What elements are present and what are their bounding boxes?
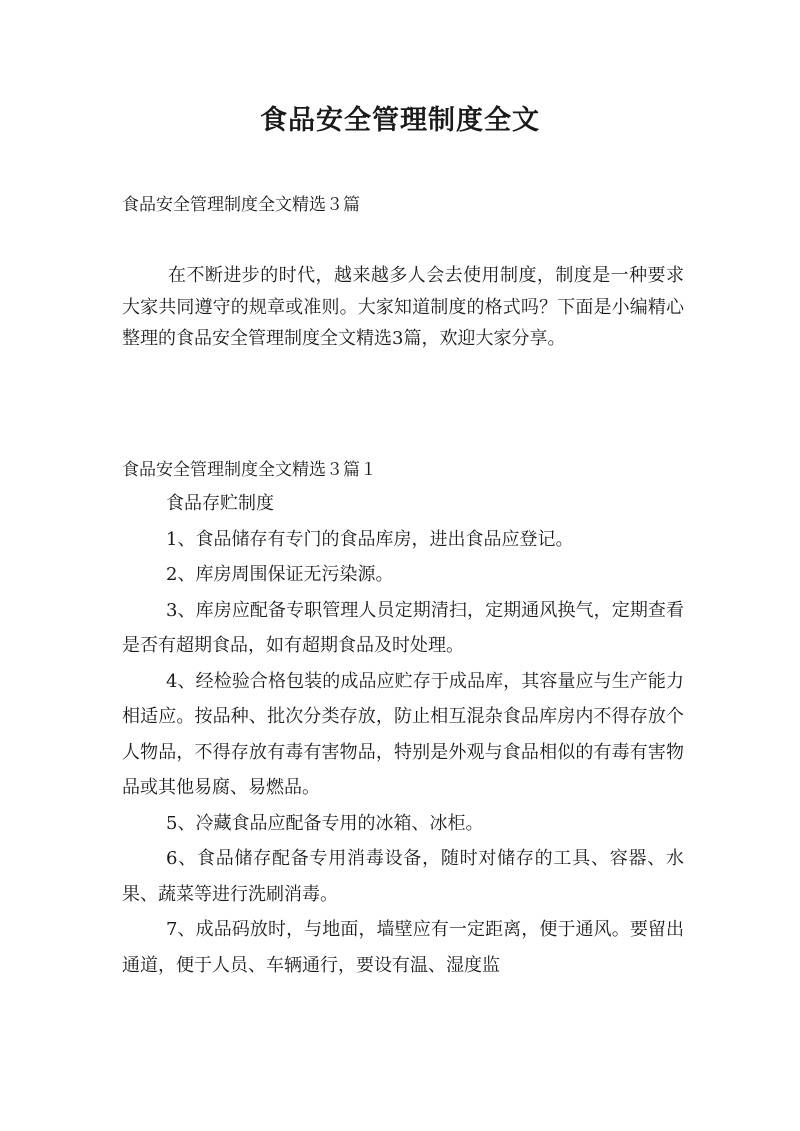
rule-item-4: 4、经检验合格包装的成品应贮存于成品库，其容量应与生产能力相适应。按品种、批次分类存放，防止相互混杂食品库房内不得存放个人物品，不得存放有毒有害物品，特别是外观与食品相似的有毒有害物品或其他易腐、易燃品。 xyxy=(122,670,684,798)
section-subheading: 食品存贮制度 xyxy=(166,493,274,514)
intro-paragraph: 在不断进步的时代，越来越多人会去使用制度，制度是一种要求大家共同遵守的规章或准则。大家知道制度的格式吗？下面是小编精心整理的食品安全管理制度全文精选3篇，欢迎大家分享。 xyxy=(122,265,684,349)
section-heading: 食品安全管理制度全文精选３篇１ xyxy=(122,460,377,480)
page-title: 食品安全管理制度全文 xyxy=(260,105,540,136)
rule-item-3: 3、库房应配备专职管理人员定期清扫，定期通风换气，定期查看是否有超期食品，如有超期食品及时处理。 xyxy=(122,599,684,656)
rule-item-2: 2、库房周围保证无污染源。 xyxy=(166,564,394,585)
document-subtitle: 食品安全管理制度全文精选３篇 xyxy=(122,195,360,215)
rule-item-7: 7、成品码放时，与地面，墙壁应有一定距离，便于通风。要留出通道，便于人员、车辆通行，要设有温、湿度监 xyxy=(122,919,684,976)
rule-item-1: 1、食品储存有专门的食品库房，进出食品应登记。 xyxy=(166,528,574,550)
rule-item-5: 5、冷藏食品应配备专用的冰箱、冰柜。 xyxy=(166,812,484,834)
rule-item-6: 6、食品储存配备专用消毒设备，随时对储存的工具、容器、水果、蔬菜等进行洗刷消毒。 xyxy=(122,848,684,905)
section-1 xyxy=(122,455,684,983)
